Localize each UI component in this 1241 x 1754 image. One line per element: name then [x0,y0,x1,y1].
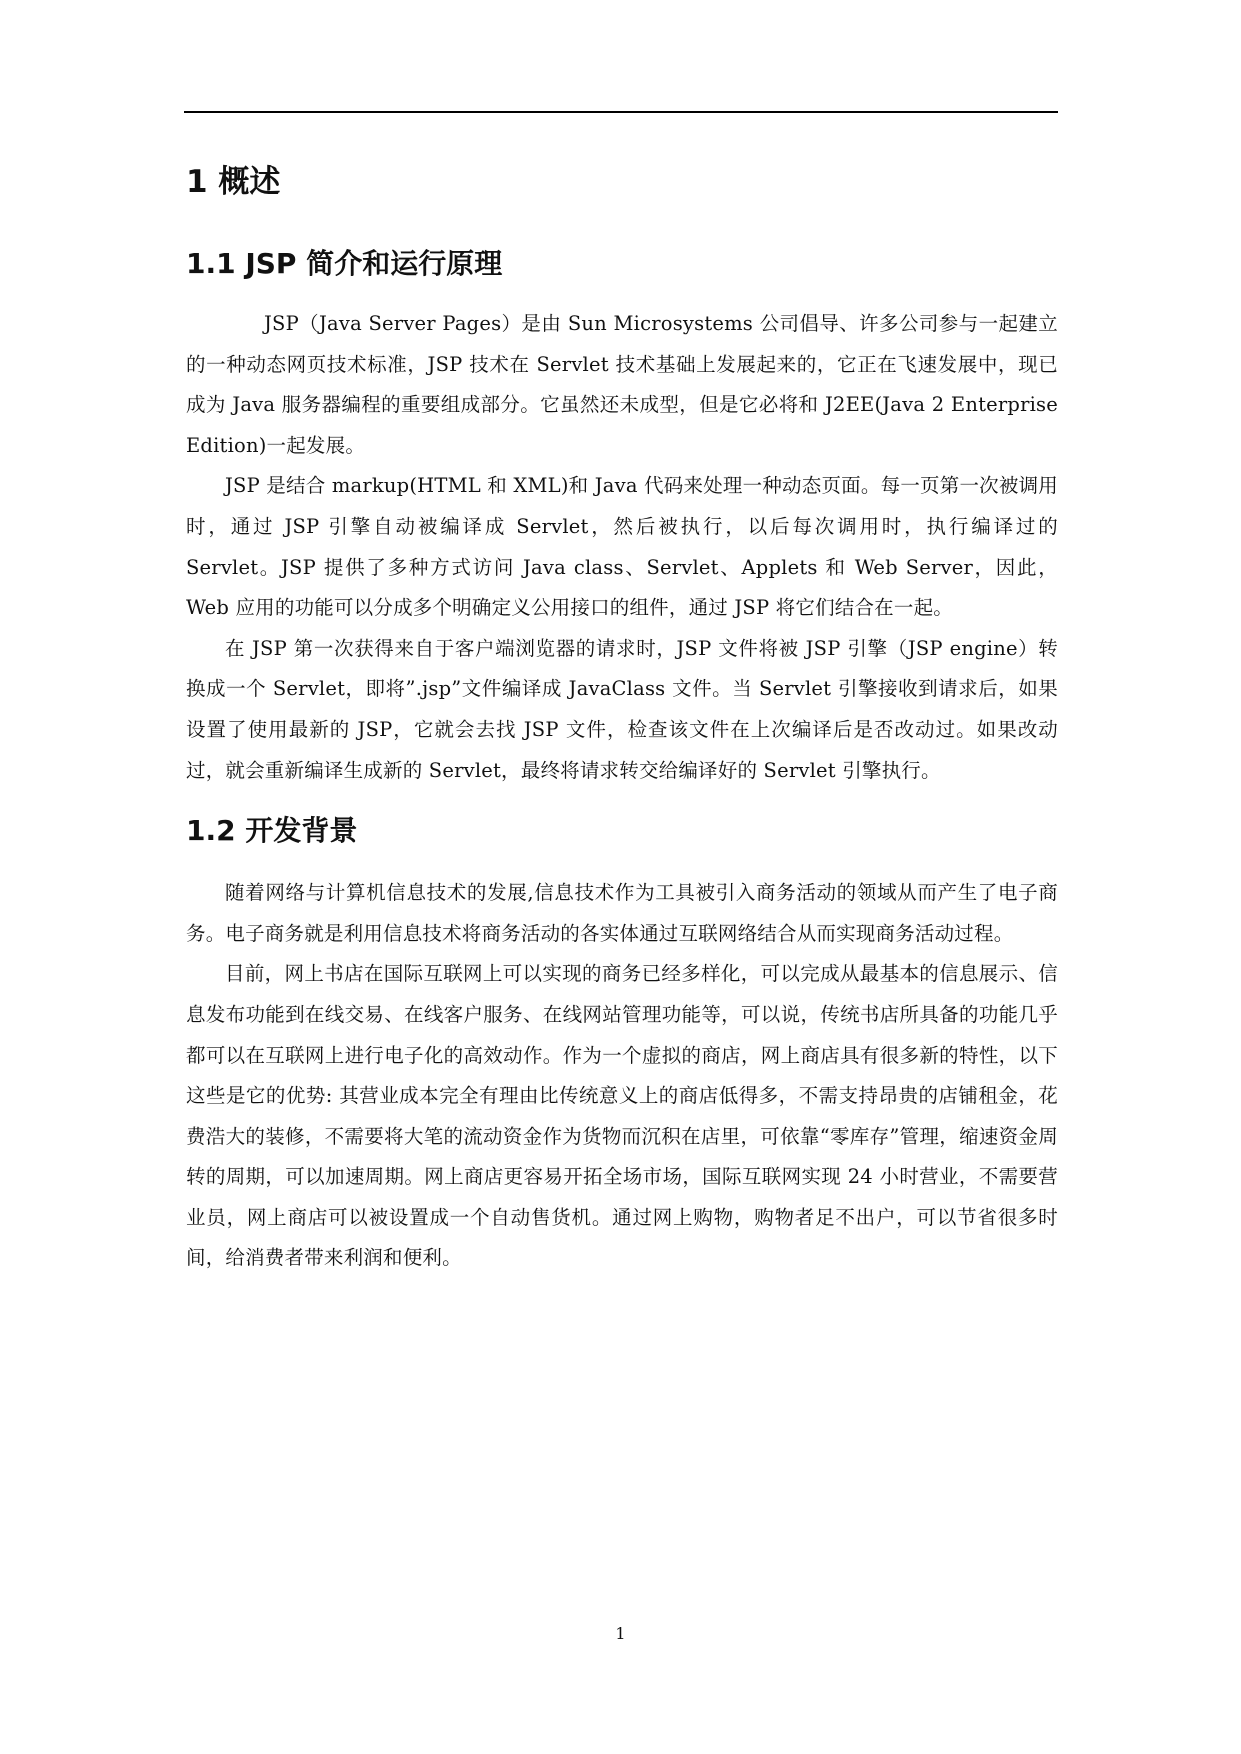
page-number: 1 [615,1624,626,1643]
section-body-jsp-intro [186,304,1058,791]
paragraph: JSP 是结合 markup(HTML 和 XML)和 Java 代码来处理一种动态页面。每一页第一次被调用时，通过 JSP 引擎自动被编译成 Servlet，然后被执行，以后每次调用时，执行编译过的 Servlet。JSP 提供了多种方式访问 Java class、Servlet、Applets 和 Web Server，因此，Web 应用的功能可以分成多个明确定义公用接口的组件，通过 JSP 将它们结合在一起。 [186,474,1058,620]
paragraph: 随着网络与计算机信息技术的发展,信息技术作为工具被引入商务活动的领域从而产生了电子商务。电子商务就是利用信息技术将商务活动的各实体通过互联网络结合从而实现商务活动过程。 [186,881,1058,945]
section-body-background [186,873,1058,1279]
chapter-title: 1 概述 [186,164,281,200]
header-rule [184,111,1058,113]
section-heading-jsp-intro: 1.1 JSP 简介和运行原理 [186,247,503,280]
paragraph: JSP（Java Server Pages）是由 Sun Microsystems 公司倡导、许多公司参与一起建立的一种动态网页技术标准，JSP 技术在 Servlet 技术基础上发展起来的，它正在飞速发展中，现已成为 Java 服务器编程的重要组成部分。它虽然还未成型，但是它必将和 J2EE(Java 2 Enterprise Edition)一起发展。 [186,312,1058,457]
section-heading-background: 1.2 开发背景 [186,814,358,848]
paragraph: 目前，网上书店在国际互联网上可以实现的商务已经多样化，可以完成从最基本的信息展示、信息发布功能到在线交易、在线客户服务、在线网站管理功能等，可以说，传统书店所具备的功能几乎都可以在互联网上进行电子化的高效动作。作为一个虚拟的商店，网上商店具有很多新的特性，以下这些是它的优势: 其营业成本完全有理由比传统意义上的商店低得多，不需支持昂贵的店铺租金，花费浩大的装修，不需要将大笔的流动资金作为货物而沉积在店里，可依靠“零库存”管理，缩速资金周转的周期，可以加速周期。网上商店更容易开拓全场市场，国际互联网实现 24 小时营业，不需要营业员，网上商店可以被设置成一个自动售货机。通过网上购物，购物者足不出户，可以节省很多时间，给消费者带来利润和便利。 [186,962,1058,1270]
paragraph: 在 JSP 第一次获得来自于客户端浏览器的请求时，JSP 文件将被 JSP 引擎（JSP engine）转换成一个 Servlet，即将”.jsp”文件编译成 JavaClass 文件。当 Servlet 引擎接收到请求后，如果设置了使用最新的 JSP，它就会去找 JSP 文件，检查该文件在上次编译后是否改动过。如果改动过，就会重新编译生成新的 Servlet，最终将请求转交给编译好的 Servlet 引擎执行。 [186,636,1058,782]
document-body [186,150,1058,1279]
